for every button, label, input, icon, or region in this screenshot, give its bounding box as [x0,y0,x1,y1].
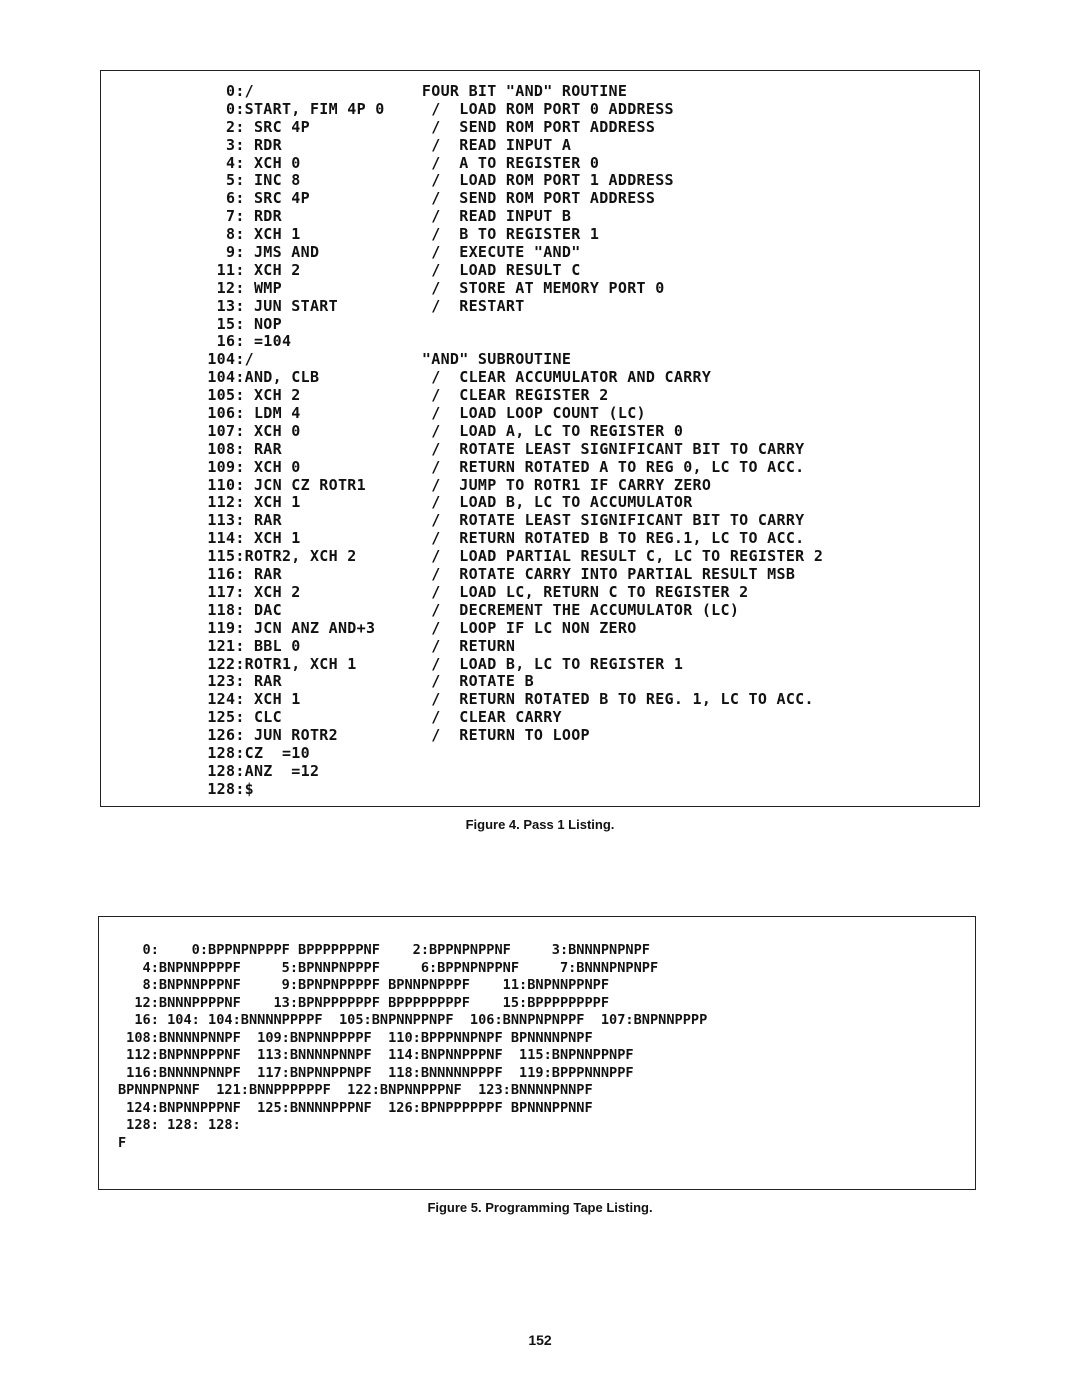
pass1-listing-line: 118: DAC / DECREMENT THE ACCUMULATOR (LC) [170,600,740,619]
pass1-listing-line: 7: RDR / READ INPUT B [170,207,572,226]
pass1-listing-line: 126: JUN ROTR2 / RETURN TO LOOP [170,726,590,745]
pass1-listing [170,83,823,799]
pass1-listing-line: 125: CLC / CLEAR CARRY [170,708,562,727]
tape-listing-line: F [118,1134,127,1151]
pass1-listing-line: 6: SRC 4P / SEND ROM PORT ADDRESS [170,189,656,208]
pass1-listing-line: 106: LDM 4 / LOAD LOOP COUNT (LC) [170,404,646,423]
pass1-listing-line: 117: XCH 2 / LOAD LC, RETURN C TO REGISTER 2 [170,582,749,601]
pass1-listing-line: 15: NOP [170,314,282,333]
pass1-listing-line: 13: JUN START / RESTART [170,296,525,315]
pass1-listing-line: 114: XCH 1 / RETURN ROTATED B TO REG.1, LC TO ACC. [170,529,805,548]
pass1-listing-line: 115:ROTR2, XCH 2 / LOAD PARTIAL RESULT C, LC TO REGISTER 2 [170,547,824,566]
pass1-listing-line: 8: XCH 1 / B TO REGISTER 1 [170,225,600,244]
tape-listing-line: 112:BNPNNPPPNF 113:BNNNNPNNPF 114:BNPNNPPPNF 115:BNPNNPPNPF [118,1047,634,1063]
pass1-listing-line: 2: SRC 4P / SEND ROM PORT ADDRESS [170,117,656,136]
tape-listing-line: 116:BNNNNPNNPF 117:BNPNNPPNPF 118:BNNNNNPPPF 119:BPPPNNNPPF [118,1064,634,1081]
pass1-listing-line: 16: =104 [170,332,292,351]
pass1-listing-line: 0:/ FOUR BIT "AND" ROUTINE [170,82,628,100]
tape-listing-line: 12:BNNNPPPPNF 13:BPNPPPPPPF BPPPPPPPPF 15:BPPPPPPPPF [118,994,610,1011]
pass1-listing-line: 105: XCH 2 / CLEAR REGISTER 2 [170,386,609,405]
pass1-listing-line: 128:CZ =10 [170,743,310,762]
tape-listing-line: 4:BNPNNPPPPF 5:BPNNPNPPPF 6:BPPNPNPPNF 7:BNNNPNPNPF [118,959,659,976]
tape-listing-line: 16: 104: 104:BNNNNPPPPF 105:BNPNNPPNPF 106:BNNPNPNPPF 107:BNPNNPPPP [118,1012,708,1028]
tape-listing-line: 128: 128: 128: [118,1117,241,1133]
tape-listing-line: 8:BNPNNPPPNF 9:BPNPNPPPPF BPNNPNPPPF 11:BNPNNPPNPF [118,977,610,993]
pass1-listing-line: 11: XCH 2 / LOAD RESULT C [170,260,581,279]
pass1-listing-line: 116: RAR / ROTATE CARRY INTO PARTIAL RESULT MSB [170,565,796,584]
pass1-listing-line: 104:AND, CLB / CLEAR ACCUMULATOR AND CARRY [170,368,712,387]
pass1-listing-line: 110: JCN CZ ROTR1 / JUMP TO ROTR1 IF CARRY ZERO [170,475,712,494]
pass1-listing-line: 5: INC 8 / LOAD ROM PORT 1 ADDRESS [170,171,674,190]
pass1-listing-line: 112: XCH 1 / LOAD B, LC TO ACCUMULATOR [170,493,693,512]
pass1-listing-line: 123: RAR / ROTATE B [170,672,534,691]
pass1-listing-line: 107: XCH 0 / LOAD A, LC TO REGISTER 0 [170,421,684,440]
pass1-listing-line: 128:$ [170,779,254,798]
tape-listing-line: 124:BNPNNPPPNF 125:BNNNNPPPNF 126:BPNPPPPPPF BPNNNPPNNF [118,1099,593,1116]
figure5-caption: Figure 5. Programming Tape Listing. [427,1200,653,1215]
pass1-listing-line: 12: WMP / STORE AT MEMORY PORT 0 [170,278,665,297]
pass1-listing-line: 108: RAR / ROTATE LEAST SIGNIFICANT BIT TO CARRY [170,439,805,458]
figure4-caption: Figure 4. Pass 1 Listing. [465,817,615,832]
pass1-listing-line: 109: XCH 0 / RETURN ROTATED A TO REG 0, LC TO ACC. [170,457,805,476]
pass1-listing-line: 124: XCH 1 / RETURN ROTATED B TO REG. 1, LC TO ACC. [170,690,814,709]
pass1-listing-line: 0:START, FIM 4P 0 / LOAD ROM PORT 0 ADDRESS [170,99,674,118]
pass1-listing-line: 113: RAR / ROTATE LEAST SIGNIFICANT BIT TO CARRY [170,511,805,530]
tape-listing-line: 0: 0:BPPNPNPPPF BPPPPPPPNF 2:BPPNPNPPNF 3:BNNNPNPNPF [118,942,650,958]
pass1-listing-line: 4: XCH 0 / A TO REGISTER 0 [170,153,600,172]
pass1-listing-line: 128:ANZ =12 [170,761,320,780]
tape-listing-line: 108:BNNNNPNNPF 109:BNPNNPPPPF 110:BPPPNNPNPF BPNNNNPNPF [118,1029,593,1046]
tape-listing-line: BPNNPNPNNF 121:BNNPPPPPPF 122:BNPNNPPPNF 123:BNNNNPNNPF [118,1082,593,1098]
pass1-listing-line: 104:/ "AND" SUBROUTINE [170,350,572,369]
pass1-listing-line: 121: BBL 0 / RETURN [170,636,516,655]
tape-listing [118,942,707,1152]
pass1-listing-line: 9: JMS AND / EXECUTE "AND" [170,243,581,262]
page-number: 152 [528,1332,552,1348]
pass1-listing-line: 122:ROTR1, XCH 1 / LOAD B, LC TO REGISTER 1 [170,654,684,673]
pass1-listing-line: 3: RDR / READ INPUT A [170,135,572,154]
pass1-listing-line: 119: JCN ANZ AND+3 / LOOP IF LC NON ZERO [170,618,637,637]
